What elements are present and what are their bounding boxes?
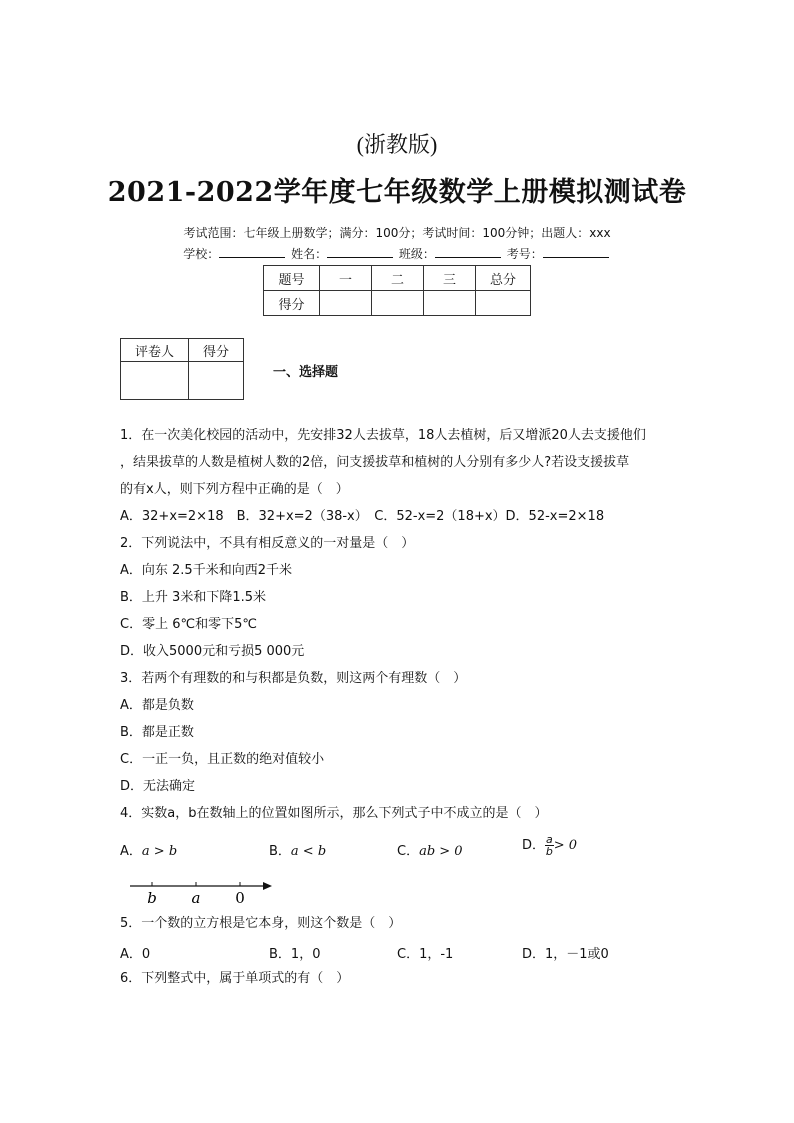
question-2-stem: 2．下列说法中，不具有相反意义的一对量是（ ） [120,536,415,551]
exam-number-label: 考号： [506,247,543,261]
label-b: b [147,889,157,906]
exam-meta: 考试范围：七年级上册数学；满分：100分；考试时间：100分钟；出题人：xxx [183,226,611,240]
question-4-option-c[interactable] [397,840,463,859]
question-3-stem: 3．若两个有理数的和与积都是负数，则这两个有理数（ ） [120,671,467,686]
option-expr: a > b [141,844,178,859]
score-header-2: 二 [372,266,424,291]
question-5-stem: 5．一个数的立方根是它本身，则这个数是（ ） [120,916,402,931]
score-header-3: 三 [424,266,476,291]
option-letter: D． [522,838,546,853]
score-cell[interactable] [424,291,476,316]
score-cell[interactable] [476,291,531,316]
class-label: 班级： [398,247,435,261]
question-1-options: A．32+x=2×18 B．32+x=2（38-x） C．52-x=2（18+x）D．52-x=2×18 [120,509,605,524]
label-a: a [191,889,201,906]
class-blank[interactable] [435,245,501,258]
question-1-line-3: 的有x人，则下列方程中正确的是（ ） [120,482,349,497]
question-3-option-a[interactable]: A．都是负数 [120,698,194,713]
grader-table [120,338,244,400]
question-2-option-d[interactable]: D．收入5000元和亏损5 000元 [120,644,305,659]
question-1 [120,422,680,530]
option-letter: C． [397,844,420,859]
question-5-option-c[interactable]: C．1，-1 [397,947,454,962]
option-letter: B． [269,844,291,859]
option-expr: > 0 [553,838,578,853]
number-line [128,874,278,906]
exam-number-blank[interactable] [543,245,609,258]
question-5-option-a[interactable]: A．0 [120,947,151,962]
question-1-line-2: ，结果拔草的人数是植树人数的2倍，问支援拔草和植树的人分别有多少人?若设支援拔草 [120,455,630,470]
fraction-a-over-b [545,834,554,857]
question-5-option-d[interactable]: D．1，－1或0 [522,947,609,962]
question-4-stem: 4．实数a，b在数轴上的位置如图所示，那么下列式子中不成立的是（ ） [120,806,548,821]
exam-title: 2021-2022学年度七年级数学上册模拟测试卷 [107,177,687,208]
question-2-option-c[interactable]: C．零上 6℃和零下5℃ [120,617,257,632]
question-2-option-a[interactable]: A．向东 2.5千米和向西2千米 [120,563,292,578]
question-6 [120,965,680,992]
question-2-option-b[interactable]: B．上升 3米和下降1.5米 [120,590,266,605]
question-3-option-d[interactable]: D．无法确定 [120,779,196,794]
section-heading: 一、选择题 [273,365,339,380]
score-header-total: 总分 [476,266,531,291]
question-1-line-1: 1．在一次美化校园的活动中，先安排32人去拔草，18人去植树，后又增派20人去支援他们 [120,428,646,443]
school-blank[interactable] [219,245,285,258]
question-4 [120,800,680,827]
grader-header: 评卷人 [121,339,189,362]
name-blank[interactable] [327,245,393,258]
question-3-option-c[interactable]: C．一正一负，且正数的绝对值较小 [120,752,325,767]
option-letter: A． [120,844,142,859]
label-zero: 0 [235,889,245,906]
name-label: 姓名： [291,247,328,261]
score-cell[interactable] [320,291,372,316]
edition-label: (浙教版) [356,132,438,157]
school-label: 学校： [183,247,220,261]
question-5 [120,910,680,937]
score-table [263,265,531,316]
score-header-1: 一 [320,266,372,291]
question-3-option-b[interactable]: B．都是正数 [120,725,194,740]
grader-score-cell[interactable] [189,362,244,400]
score-row-label: 得分 [264,291,320,316]
question-2 [120,530,680,665]
fraction-numerator: a [546,833,553,846]
grader-cell[interactable] [121,362,189,400]
question-4-option-b[interactable] [269,840,326,859]
score-cell[interactable] [372,291,424,316]
question-5-option-b[interactable]: B．1，0 [269,947,321,962]
question-4-option-d[interactable] [522,834,577,857]
score-header-number: 题号 [264,266,320,291]
student-info-fields [0,245,794,262]
grader-score-header: 得分 [189,339,244,362]
question-3 [120,665,680,800]
question-6-stem: 6．下列整式中，属于单项式的有（ ） [120,971,350,986]
option-expr: a < b [290,844,327,859]
option-expr: ab > 0 [419,844,463,859]
number-line-arrow [263,882,272,890]
question-4-option-a[interactable] [120,840,177,859]
fraction-denominator: b [545,845,553,858]
